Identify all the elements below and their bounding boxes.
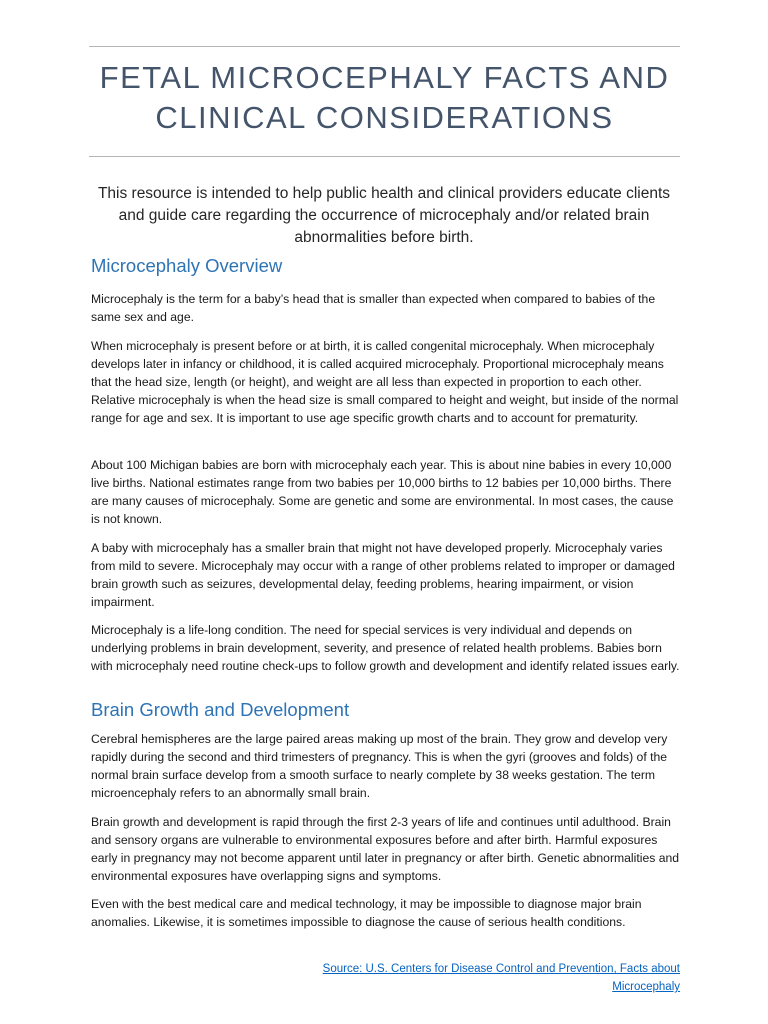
overview-paragraph-3: About 100 Michigan babies are born with microcephaly each year. This is about nine babies in every 10,000 live births. National estimates range from two babies per 10,000 births to 12 babies per 10,000 births. There are many causes of microcephaly. Some are genetic and some are environmental. In most cases, the cause is not known. bbox=[91, 458, 674, 526]
overview-paragraph-2: When microcephaly is present before or at birth, it is called congenital microcephaly. When microcephaly develops later in infancy or childhood, it is called acquired microcephaly. Proportional microcephaly means that the head size, length (or height), and weight are all less than expected in proportion to each other. Relative microcephaly is when the head size is small compared to height and weight, but inside of the normal range for age and sex. It is important to use age specific growth charts and to account for prematurity. bbox=[91, 339, 679, 425]
title-rule-bottom bbox=[89, 156, 680, 157]
title-rule-top bbox=[89, 46, 680, 47]
brain-paragraph-1: Cerebral hemispheres are the large paired areas making up most of the brain. They grow and develop very rapidly during the second and third trimesters of pregnancy. This is when the gyri (grooves and folds) of the normal brain surface develop from a smooth surface to nearly complete by 38 weeks gestation. The term microencephaly refers to an abnormally small brain. bbox=[91, 732, 668, 800]
overview-paragraph-1: Microcephaly is the term for a baby’s head that is smaller than expected when compared to babies of the same sex and age. bbox=[91, 292, 656, 324]
overview-paragraph-5: Microcephaly is a life-long condition. The need for special services is very individual and depends on underlying problems in brain development, severity, and presence of related health problems. Babies born with microcephaly need routine check-ups to follow growth and development and identify related issues early. bbox=[91, 623, 680, 673]
overview-paragraph-4: A baby with microcephaly has a smaller brain that might not have developed properly. Microcephaly varies from mild to severe. Microcephaly may occur with a range of other problems related to improper or damaged brain growth such as seizures, developmental delay, feeding problems, hearing impairment, or vision impairment. bbox=[91, 541, 675, 609]
brain-paragraph-2: Brain growth and development is rapid through the first 2-3 years of life and continues until adulthood. Brain and sensory organs are vulnerable to environmental exposures before and after birth. Harmful exposures early in pregnancy may not become apparent until later in pregnancy or after birth. Genetic abnormalities and environmental exposures have overlapping signs and symptoms. bbox=[91, 815, 680, 883]
intro-text: This resource is intended to help public health and clinical providers educate clients and guide care regarding the occurrence of microcephaly and/or related brain abnormalities before birth. bbox=[97, 185, 671, 246]
section-heading-overview: Microcephaly Overview bbox=[91, 255, 283, 276]
section-heading-brain-growth: Brain Growth and Development bbox=[91, 699, 350, 720]
source-link[interactable]: Source: U.S. Centers for Disease Control and Prevention, Facts about Microcephaly bbox=[322, 963, 680, 993]
page-title: FETAL MICROCEPHALY FACTS AND CLINICAL CONSIDERATIONS bbox=[99, 60, 670, 135]
brain-paragraph-3: Even with the best medical care and medical technology, it may be impossible to diagnose major brain anomalies. Likewise, it is sometimes impossible to diagnose the cause of serious health conditions. bbox=[91, 897, 642, 929]
